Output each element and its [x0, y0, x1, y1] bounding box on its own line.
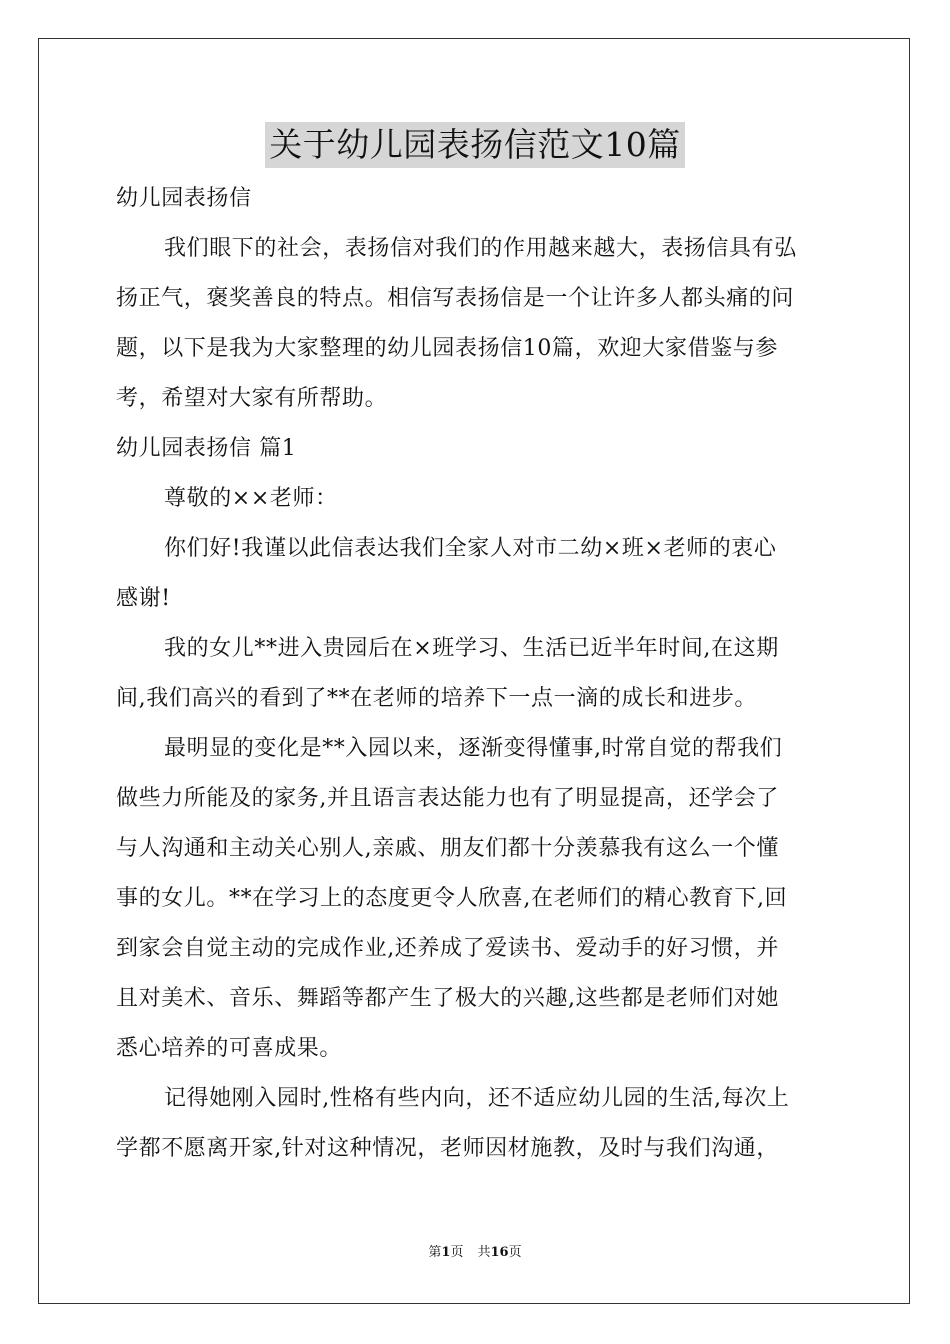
text-line: 题，以下是我为大家整理的幼儿园表扬信10篇，欢迎大家借鉴与参 — [116, 336, 778, 361]
total-prefix: 共 — [477, 1245, 491, 1260]
text-line: 最明显的变化是**入园以来，逐渐变得懂事,时常自觉的帮我们 — [164, 736, 783, 761]
text-line: 悉心培养的可喜成果。 — [116, 1036, 343, 1061]
page-prefix: 第 — [428, 1245, 442, 1260]
text-line: 我们眼下的社会，表扬信对我们的作用越来越大，表扬信具有弘 — [164, 236, 797, 261]
text-line: 做些力所能及的家务,并且语言表达能力也有了明显提高，还学会了 — [116, 786, 779, 811]
text-line: 事的女儿。**在学习上的态度更令人欣喜,在老师们的精心教育下,回 — [116, 886, 788, 911]
text-line: 考，希望对大家有所帮助。 — [116, 386, 388, 411]
page-footer — [0, 1244, 950, 1262]
text-line: 记得她刚入园时,性格有些内向，还不适应幼儿园的生活,每次上 — [164, 1086, 790, 1111]
text-line: 且对美术、音乐、舞蹈等都产生了极大的兴趣,这些都是老师们对她 — [116, 986, 779, 1011]
page-number: 1 — [441, 1245, 451, 1260]
document-title: 关于幼儿园表扬信范文10篇 — [265, 122, 685, 168]
text-line: 到家会自觉主动的完成作业,还养成了爱读书、爱动手的好习惯，并 — [116, 936, 779, 961]
section-heading: 幼儿园表扬信 篇1 — [116, 436, 297, 461]
text-line: 学都不愿离开家,针对这种情况，老师因材施教，及时与我们沟通， — [116, 1136, 779, 1161]
text-line: 我的女儿**进入贵园后在×班学习、生活已近半年时间,在这期 — [164, 636, 779, 661]
total-pages: 16 — [490, 1245, 509, 1260]
text-line: 间,我们高兴的看到了**在老师的培养下一点一滴的成长和进步。 — [116, 686, 757, 711]
text-line: 扬正气，褒奖善良的特点。相信写表扬信是一个让许多人都头痛的问 — [116, 286, 795, 311]
total-suffix: 页 — [508, 1245, 522, 1260]
text-line: 感谢! — [116, 586, 171, 611]
text-line: 幼儿园表扬信 — [116, 186, 252, 211]
title-container — [0, 122, 950, 168]
text-line: 你们好!我谨以此信表达我们全家人对市二幼×班×老师的衷心 — [164, 536, 777, 561]
text-line: 与人沟通和主动关心别人,亲戚、朋友们都十分羡慕我有这么一个懂 — [116, 836, 779, 861]
page-suffix: 页 — [450, 1245, 464, 1260]
text-line: 尊敬的××老师： — [164, 486, 338, 511]
document-body — [116, 174, 836, 1174]
